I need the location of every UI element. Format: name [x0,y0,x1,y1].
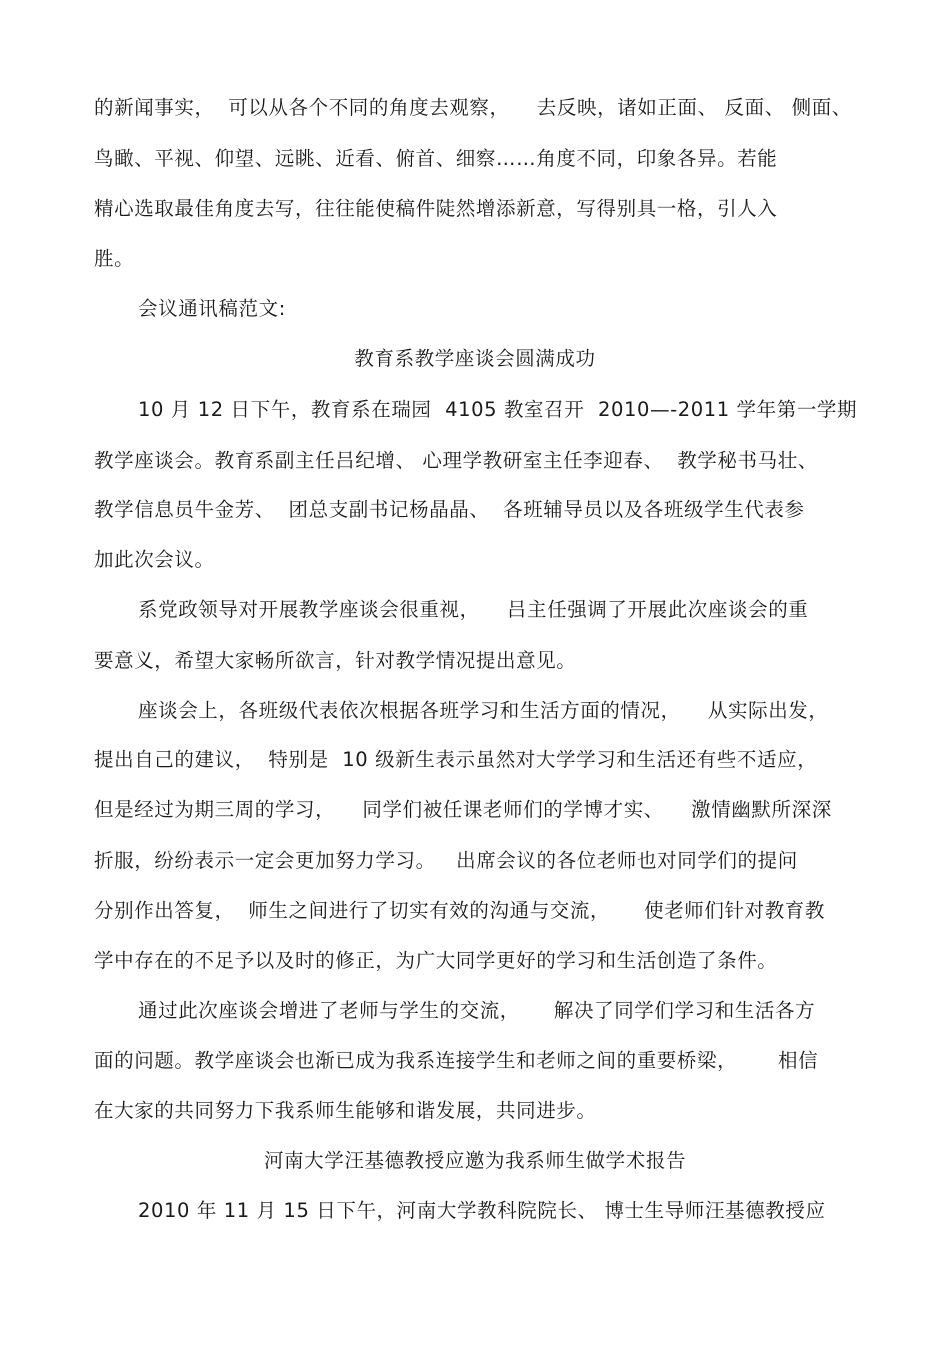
text-line: 折服，纷纷表示一定会更加努力学习。 出席会议的各位老师也对同学们的提问 [94,849,798,872]
article-title: 河南大学汪基德教授应邀为我系师生做学术报告 [263,1149,687,1172]
text-line: 精心选取最佳角度去写，往往能使稿件陡然增添新意，写得别具一格，引人入 [94,197,778,220]
text-line: 教学座谈会。教育系副主任吕纪增、 心理学教研室主任李迎春、 教学秘书马壮、 [94,449,818,472]
section-label: 会议通讯稿范文: [138,297,286,320]
text-line: 通过此次座谈会增进了老师与学生的交流， 解决了同学们学习和生活各方 [138,999,816,1022]
text-line: 面的问题。教学座谈会也渐已成为我系连接学生和老师之间的重要桥梁， 相信 [94,1049,819,1072]
text-line: 2010 年 11 月 15 日下午，河南大学教科院院长、 博士生导师汪基德教授应 [138,1199,826,1222]
text-line: 10 月 12 日下午，教育系在瑞园 4105 教室召开 2010—-2011 学年第一学期 [138,398,858,421]
text-line: 分别作出答复， 师生之间进行了切实有效的沟通与交流， 使老师们针对教育教 [94,899,825,922]
text-line: 学中存在的不足予以及时的修正，为广大同学更好的学习和生活创造了条件。 [94,949,778,972]
text-line: 提出自己的建议， 特别是 10 级新生表示虽然对大学学习和生活还有些不适应， [94,748,818,771]
text-line: 的新闻事实， 可以从各个不同的角度去观察， 去反映，诸如正面、 反面、 侧面、 [94,96,852,119]
article-title: 教育系教学座谈会圆满成功 [354,347,596,370]
text-line: 要意义，希望大家畅所欲言，针对教学情况提出意见。 [94,649,577,672]
text-line: 鸟瞰、平视、仰望、远眺、近看、俯首、细察……角度不同，印象各异。若能 [94,147,778,170]
text-line: 加此次会议。 [94,548,215,571]
text-line: 在大家的共同努力下我系师生能够和谐发展，共同进步。 [94,1099,597,1122]
text-line: 座谈会上，各班级代表依次根据各班学习和生活方面的情况， 从实际出发， [138,699,829,722]
text-line: 教学信息员牛金芳、 团总支副书记杨晶晶、 各班辅导员以及各班级学生代表参 [94,498,805,521]
text-line: 但是经过为期三周的学习， 同学们被任课老师们的学博才实、 激情幽默所深深 [94,798,832,821]
text-line: 系党政领导对开展教学座谈会很重视， 吕主任强调了开展此次座谈会的重 [138,598,809,621]
text-line: 胜。 [94,247,135,270]
